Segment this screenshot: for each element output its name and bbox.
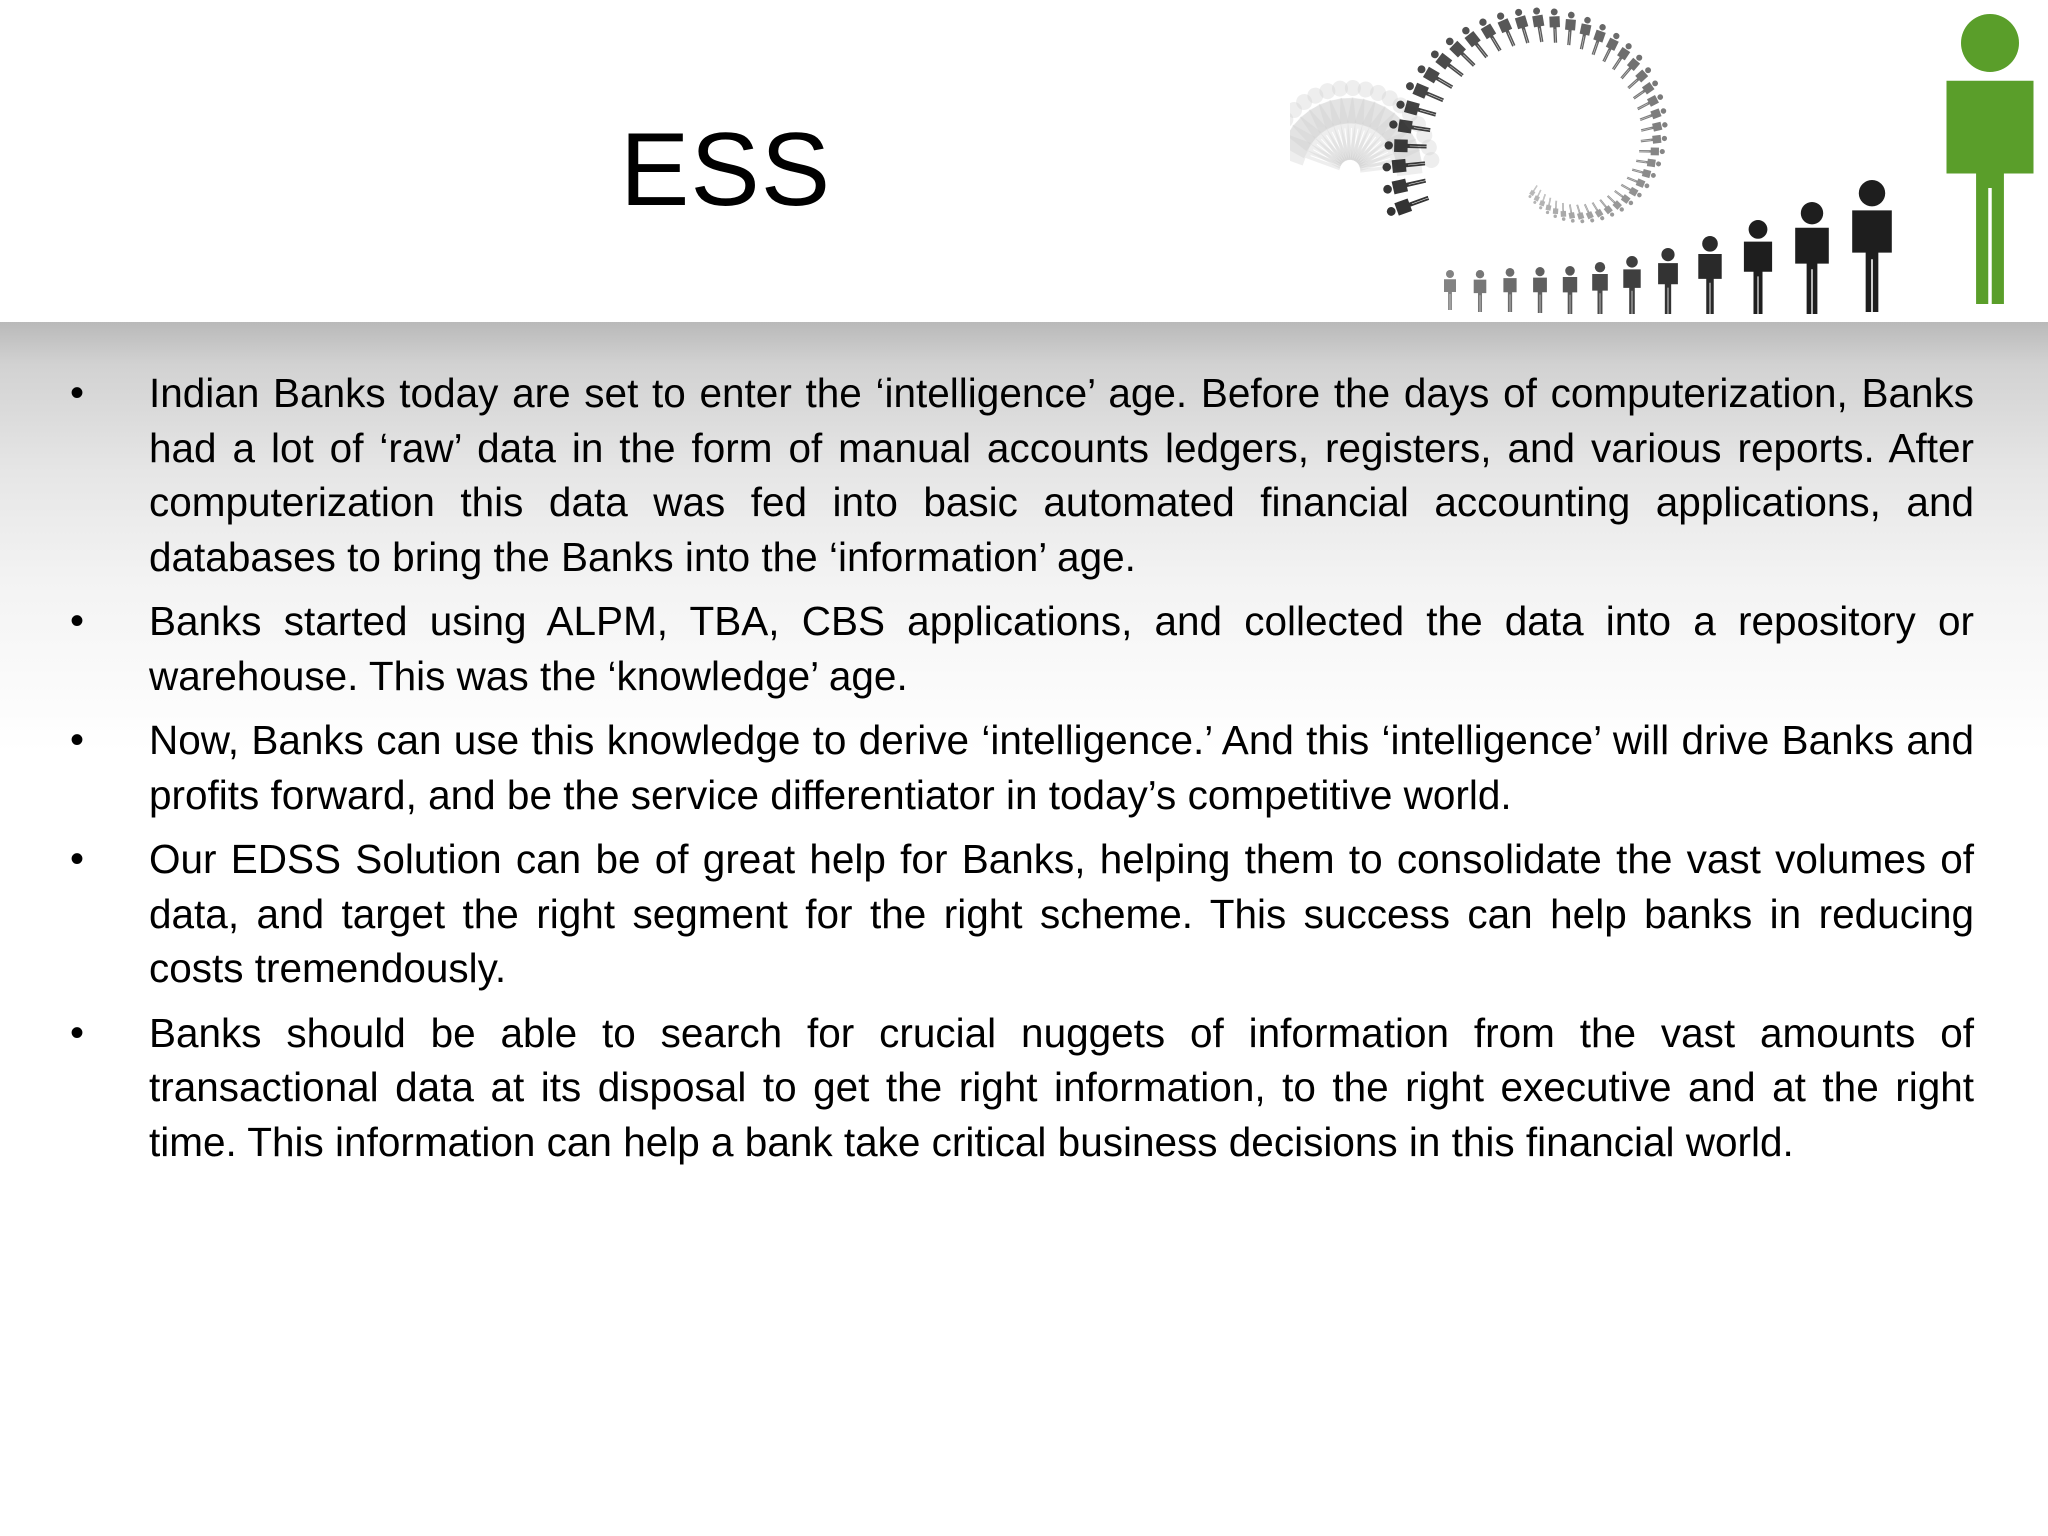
bullet-symbol: • [70, 718, 85, 762]
slide-title: ESS [620, 112, 832, 228]
bullet-item [70, 366, 1974, 584]
bullet-item [70, 594, 1974, 703]
bullet-text: Indian Banks today are set to enter the ‘intelligence’ age. Before the days of computerization, Banks had a lot of ‘raw’ data in the form of manual accounts ledgers, registers, and various reports. After computerization this data was fed into basic automated financial accounting applications, and databases to bring the Banks into the ‘information’ age. [149, 370, 1974, 580]
bullet-item [70, 713, 1974, 822]
bullet-symbol: • [70, 371, 85, 415]
bullet-item [70, 832, 1974, 996]
people-spiral-icon [1290, 0, 2048, 330]
bullet-text: Our EDSS Solution can be of great help for Banks, helping them to consolidate the vast volumes of data, and target the right segment for the right scheme. This success can help banks in reducing costs tremendously. [149, 836, 1974, 991]
bullet-text: Now, Banks can use this knowledge to derive ‘intelligence.’ And this ‘intelligence’ will drive Banks and profits forward, and be the service differentiator in today’s competitive world. [149, 717, 1974, 818]
bullet-text: Banks should be able to search for crucial nuggets of information from the vast amounts of transactional data at its disposal to get the right information, to the right executive and at the right time. This information can help a bank take critical business decisions in this financial world. [149, 1009, 1974, 1165]
bullet-symbol: • [70, 1010, 85, 1055]
bullet-symbol: • [70, 599, 85, 643]
bullet-item [70, 1006, 1974, 1170]
bullet-symbol: • [70, 837, 85, 881]
bullet-list [70, 366, 1974, 1179]
bullet-text: Banks started using ALPM, TBA, CBS applications, and collected the data into a repository or warehouse. This was the ‘knowledge’ age. [149, 598, 1974, 699]
